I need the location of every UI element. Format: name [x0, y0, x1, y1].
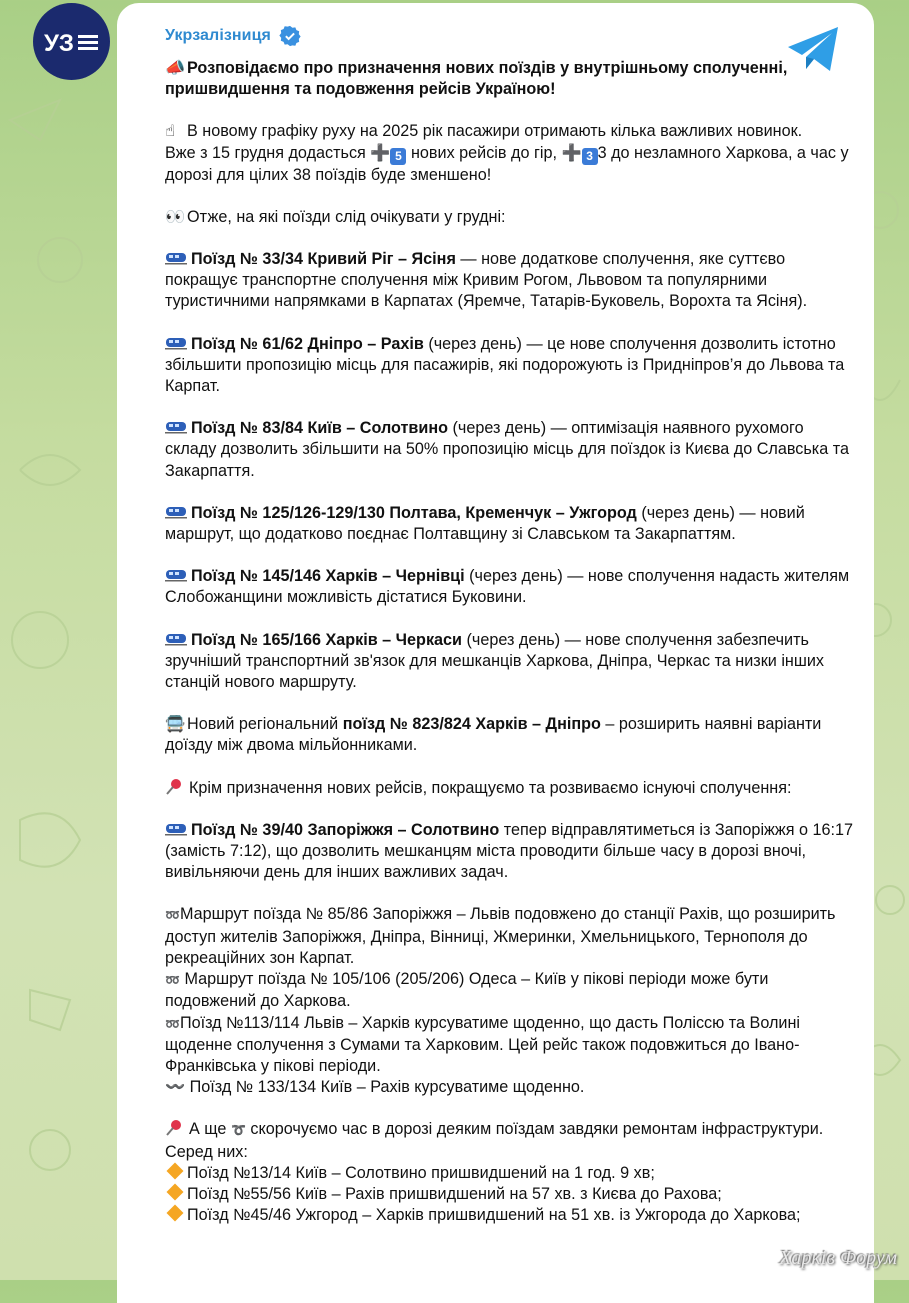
megaphone-icon: 📣 — [165, 59, 186, 77]
intro-paragraph: 📣 Розповідаємо про призначення нових поїздів у внутрішньому сполученні, пришвидшення та подовження рейсів Україною! — [165, 59, 788, 99]
question-paragraph: 👀 Отже, на які поїзди слід очікувати у грудні: — [165, 207, 855, 228]
speedup-paragraph: А ще ➰ скорочуємо час в дорозі деяким поїздам завдяки ремонтам інфраструктури. Серед них: — [165, 1120, 824, 1161]
train-icon — [165, 822, 187, 836]
wavy-dash-icon: 〰️ — [165, 1078, 186, 1097]
orange-diamond-icon — [167, 1183, 184, 1200]
train-icon — [165, 251, 187, 265]
route-item: 〰️ Поїзд № 133/134 Київ – Рахів курсуватиме щоденно. — [165, 1078, 585, 1097]
train-icon — [165, 632, 187, 646]
speedup-item: Поїзд №45/46 Ужгород – Харків пришвидшений на 51 хв. із Ужгорода до Харкова; — [165, 1205, 855, 1226]
channel-name[interactable]: Укрзалізниця — [165, 27, 271, 44]
pointing-hand-icon: ☝ — [165, 122, 175, 141]
svg-text:УЗ: УЗ — [43, 29, 74, 57]
plus-icon: ➕ — [370, 143, 391, 162]
train-icon — [165, 505, 187, 519]
train-item: Поїзд № 125/126-129/130 Полтава, Кременчук – Ужгород (через день) — новий маршрут, що додатково поєднає Полтавщину зі Славськом та Закарпаттям. — [165, 503, 805, 544]
loop-icon: ➿ — [165, 1016, 180, 1031]
eyes-icon: 👀 — [165, 207, 186, 226]
train-icon — [165, 568, 187, 582]
loop-icon: ➿ — [165, 908, 180, 923]
message-text — [165, 58, 855, 1226]
plus-icon: ➕ — [561, 143, 582, 162]
train-item: Поїзд № 61/62 Дніпро – Рахів (через день) — це нове сполучення дозволить істотно збільшити пропозицію місць для пасажирів, які подорожують із Придніпров’я до Львова та Карпат. — [165, 334, 845, 396]
loop-icon: ➿ — [165, 973, 180, 988]
pushpin-icon — [165, 1119, 183, 1137]
train-item: Поїзд № 165/166 Харків – Черкаси (через день) — нове сполучення забезпечить зручніший транспортний зв'язок для мешканців Харкова, Дніпра, Черкас та низки інших станцій нового маршруту. — [165, 630, 824, 692]
summary-paragraph: ☝ В новому графіку руху на 2025 рік пасажири отримають кілька важливих новинок. Вже з 15 грудня додасться ➕ 5 нових рейсів до гір, ➕ 3 3 до незламного Харкова, а час у дорозі для цілих 38 поїздів буде зменшено! — [165, 122, 849, 184]
regional-train-item: 🚍 Новий регіональний поїзд № 823/824 Харків – Дніпро – розширить наявні варіанти доїзду між двома мільйонниками. — [165, 715, 822, 755]
train-item: Поїзд № 33/34 Кривий Ріг – Ясіня — нове додаткове сполучення, яке суттєво покращує транспортне сполучення між Кривим Рогом, Львовом та популярними туристичними напрямками в Карпатах (Яремче, Татарів-Буковель, Ворохта та Ясіня). — [165, 250, 808, 311]
route-item: ➿ Маршрут поїзда № 105/106 (205/206) Одеса – Київ у пікові періоди може бути подовжений до Харкова. — [165, 970, 769, 1011]
verified-badge-icon — [279, 25, 301, 47]
train-item: Поїзд № 145/146 Харків – Чернівці (через день) — нове сполучення надасть жителям Слобожанщини можливість дістатися Буковини. — [165, 567, 850, 607]
train-icon — [165, 336, 187, 350]
speedup-item: Поїзд №13/14 Київ – Солотвино пришвидшений на 1 год. 9 хв; — [165, 1163, 855, 1184]
curly-loop-icon: ➰ — [230, 1123, 246, 1138]
train-item: Поїзд № 83/84 Київ – Солотвино (через день) — оптимізація наявного рухомого складу дозволить збільшити на 50% пропозицію місць для поїздок із Києва до Славська та Закарпаття. — [165, 419, 849, 480]
message-header — [165, 25, 301, 47]
orange-diamond-icon — [167, 1162, 184, 1179]
number-badge: 5 — [390, 148, 406, 165]
improve-paragraph: Крім призначення нових рейсів, покращуємо та розвиваємо існуючі сполучення: — [165, 778, 855, 799]
channel-avatar[interactable] — [33, 3, 110, 80]
train-icon — [165, 420, 187, 434]
route-item: ➿Маршрут поїзда № 85/86 Запоріжжя – Львів подовжено до станції Рахів, що розширить доступ жителів Запоріжжя, Дніпра, Вінниці, Жмеринки, Хмельницького, Тернополя до рекреаційних зон Карпат. — [165, 905, 836, 967]
pushpin-icon — [165, 778, 183, 796]
orange-diamond-icon — [167, 1205, 184, 1222]
speedup-item: Поїзд №55/56 Київ – Рахів пришвидшений на 57 хв. з Києва до Рахова; — [165, 1184, 855, 1205]
number-badge: 3 — [582, 148, 598, 165]
route-item: ➿Поїзд №113/114 Львів – Харків курсуватиме щоденно, що дасть Поліссю та Волині щоденне сполучення з Сумами та Харковим. Цей рейс також подовжиться до Івано-Франківська у пікові періоди. — [165, 1013, 800, 1075]
message-bubble — [117, 3, 874, 1303]
train-item: Поїзд № 39/40 Запоріжжя – Солотвино тепер відправлятиметься із Запоріжжя о 16:17 (замість 7:12), що дозволить мешканцям міста проводити більше часу в дорозі вночі, вивільняючи день для інших важливих задач. — [165, 820, 853, 882]
uz-logo-icon — [44, 27, 100, 57]
watermark: Харків Форум — [779, 1247, 897, 1269]
tram-icon: 🚍 — [165, 715, 186, 734]
